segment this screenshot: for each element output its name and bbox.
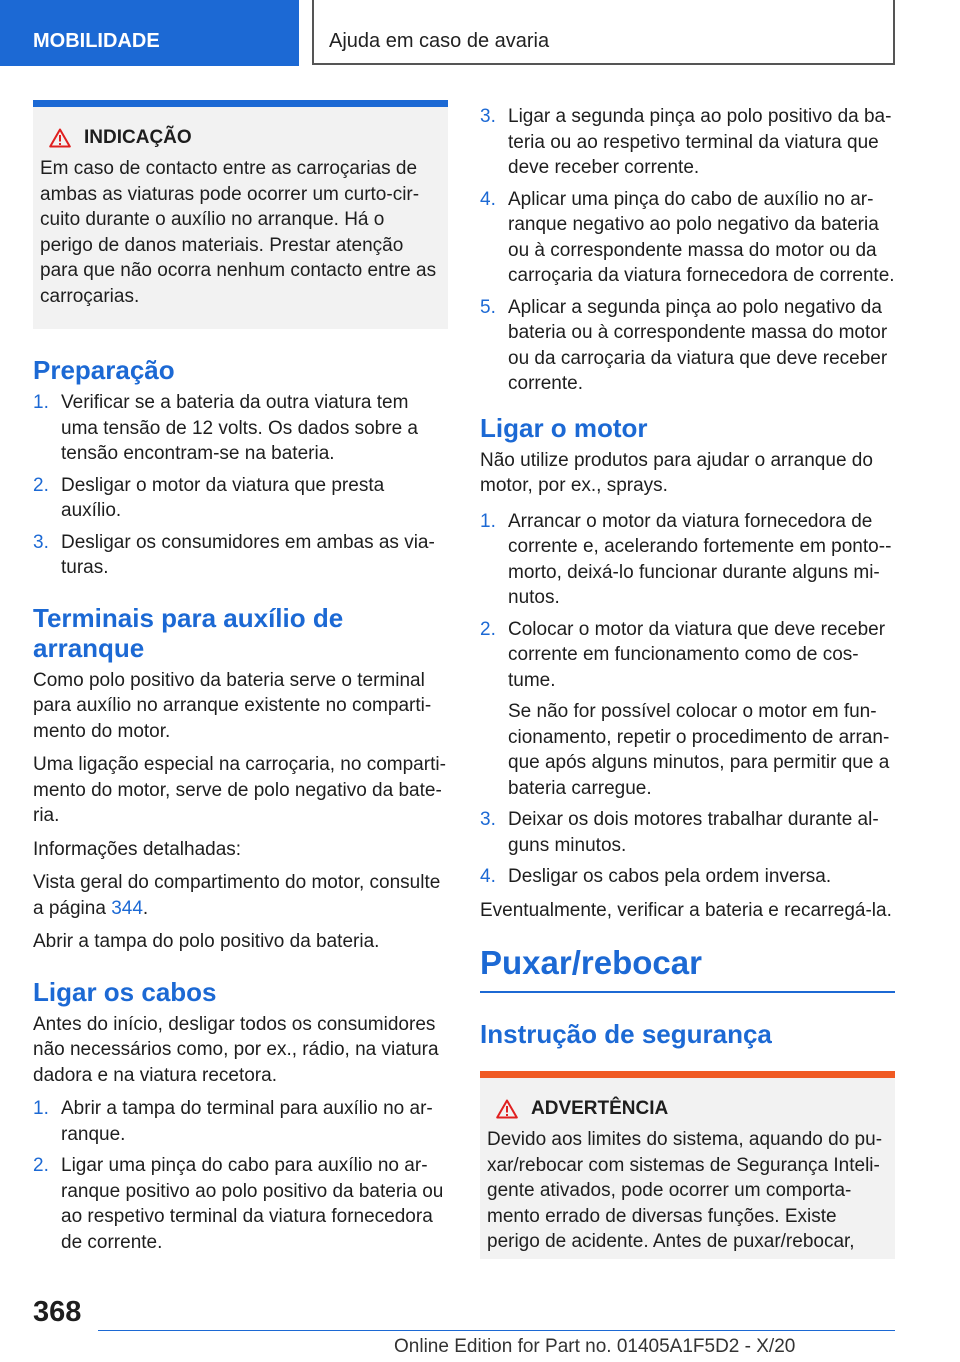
- notice-title: [40, 125, 440, 150]
- list-item: 2. Colocar o motor da viatura que deve receber corrente em funcionamento como de costume. Se não for possível colocar o motor em funcionamento, repetir o procedimento de arranque após alguns minutos, para permitir que a bateria carregue.: [480, 617, 895, 802]
- footer-edition: Online Edition for Part no. 01405A1F5D2 - X/20: [394, 1336, 796, 1357]
- list-item: 3. Desligar os consumidores em ambas as viaturas.: [33, 531, 435, 578]
- heading-seguranca: Instrução de segurança: [480, 1019, 772, 1049]
- list-item: 4. Desligar os cabos pela ordem inversa.: [480, 866, 832, 887]
- motor-steps: [480, 509, 895, 890]
- warning-title: [487, 1096, 887, 1121]
- paragraph: Eventualmente, verificar a bateria e recarregá-la.: [480, 899, 892, 921]
- heading-puxar: Puxar/rebocar: [480, 944, 702, 981]
- list-item-note: Se não for possível colocar o motor em funcionamento, repetir o procedimento de arranque após alguns minutos, para permitir que a bateria carregue.: [508, 701, 890, 799]
- paragraph: Não utilize produtos para ajudar o arranque do motor, por ex., sprays.: [480, 449, 873, 496]
- notice-title-text: INDICAÇÃO: [84, 127, 192, 148]
- list-item: 2. Desligar o motor da viatura que presta auxílio.: [33, 474, 385, 521]
- heading-motor: Ligar o motor: [480, 412, 648, 443]
- notice-text: Em caso de contacto entre as carroçarias de ambas as viaturas pode ocorrer um curto-circuito durante o auxílio no arranque. Há o perigo de danos materiais. Prestar atenção para que não ocorra nenhum contacto entre as carroçarias.: [40, 158, 437, 307]
- paragraph: Vista geral do compartimento do motor, consulte a página 344.: [33, 872, 441, 919]
- list-item: 1. Verificar se a bateria da outra viatura tem uma tensão de 12 volts. Os dados sobre a tensão encontram-se na bateria.: [33, 392, 418, 464]
- section-tab: MOBILIDADE: [0, 0, 299, 66]
- cabos-steps: [33, 1096, 448, 1255]
- paragraph: Informações detalhadas:: [33, 838, 242, 860]
- footer-rule: [98, 1330, 895, 1331]
- warning-text: Devido aos limites do sistema, aquando do puxar/rebocar com sistemas de Segurança Inteligente ativados, pode ocorrer um comportamento errado de diversas funções. Existe perigo de acidente. Antes de puxar/rebocar,: [487, 1129, 883, 1252]
- page-link[interactable]: 344: [111, 897, 143, 919]
- preparacao-steps: [33, 390, 448, 581]
- warning-title-text: ADVERTÊNCIA: [531, 1098, 669, 1119]
- heading-terminais: Terminais para auxílio de arranque: [33, 602, 344, 663]
- notice-box: [33, 100, 448, 329]
- paragraph: Abrir a tampa do polo positivo da bateria.: [33, 931, 380, 952]
- heading-rule: [480, 991, 895, 993]
- list-item: 2. Ligar uma pinça do cabo para auxílio no arranque positivo ao polo positivo da bateria ou ao respetivo terminal da viatura fornecedora de corrente.: [33, 1155, 444, 1253]
- warning-box: [480, 1071, 895, 1259]
- list-item: 1. Arrancar o motor da viatura fornecedora de corrente e, acelerando fortemente em ponto-morto, deixá-lo funcionar durante alguns minutos.: [480, 510, 892, 608]
- page-number: 368: [33, 1296, 82, 1328]
- list-item: 3. Ligar a segunda pinça ao polo positivo da bateria ou ao respetivo terminal da viatura que deve receber corrente.: [480, 106, 892, 178]
- list-item: 3. Deixar os dois motores trabalhar durante alguns minutos.: [480, 809, 879, 856]
- left-column: [33, 100, 448, 1263]
- warning-triangle-icon: [496, 1099, 518, 1119]
- paragraph: Como polo positivo da bateria serve o terminal para auxílio no arranque existente no compartimento do motor.: [33, 669, 432, 742]
- right-column: [480, 104, 895, 1259]
- paragraph: Uma ligação especial na carroçaria, no compartimento do motor, serve de polo negativo da bateria.: [33, 754, 446, 826]
- cabos-steps-cont: [480, 104, 895, 397]
- heading-preparacao: Preparação: [33, 355, 175, 385]
- warning-triangle-icon: [49, 128, 71, 148]
- heading-cabos: Ligar os cabos: [33, 976, 217, 1007]
- chapter-title: Ajuda em caso de avaria: [312, 0, 895, 65]
- paragraph: Antes do início, desligar todos os consumidores não necessários como, por ex., rádio, na viatura dadora e na viatura recetora.: [33, 1013, 439, 1086]
- list-item: 1. Abrir a tampa do terminal para auxílio no arranque.: [33, 1098, 433, 1145]
- list-item: 5. Aplicar a segunda pinça ao polo negativo da bateria ou à correspondente massa do motor ou da carroçaria da viatura que deve receber corrente.: [480, 296, 888, 394]
- list-item: 4. Aplicar uma pinça do cabo de auxílio no arranque negativo ao polo negativo da bateria ou à correspondente massa do motor ou da carroçaria da viatura fornecedora de corrente.: [480, 188, 895, 286]
